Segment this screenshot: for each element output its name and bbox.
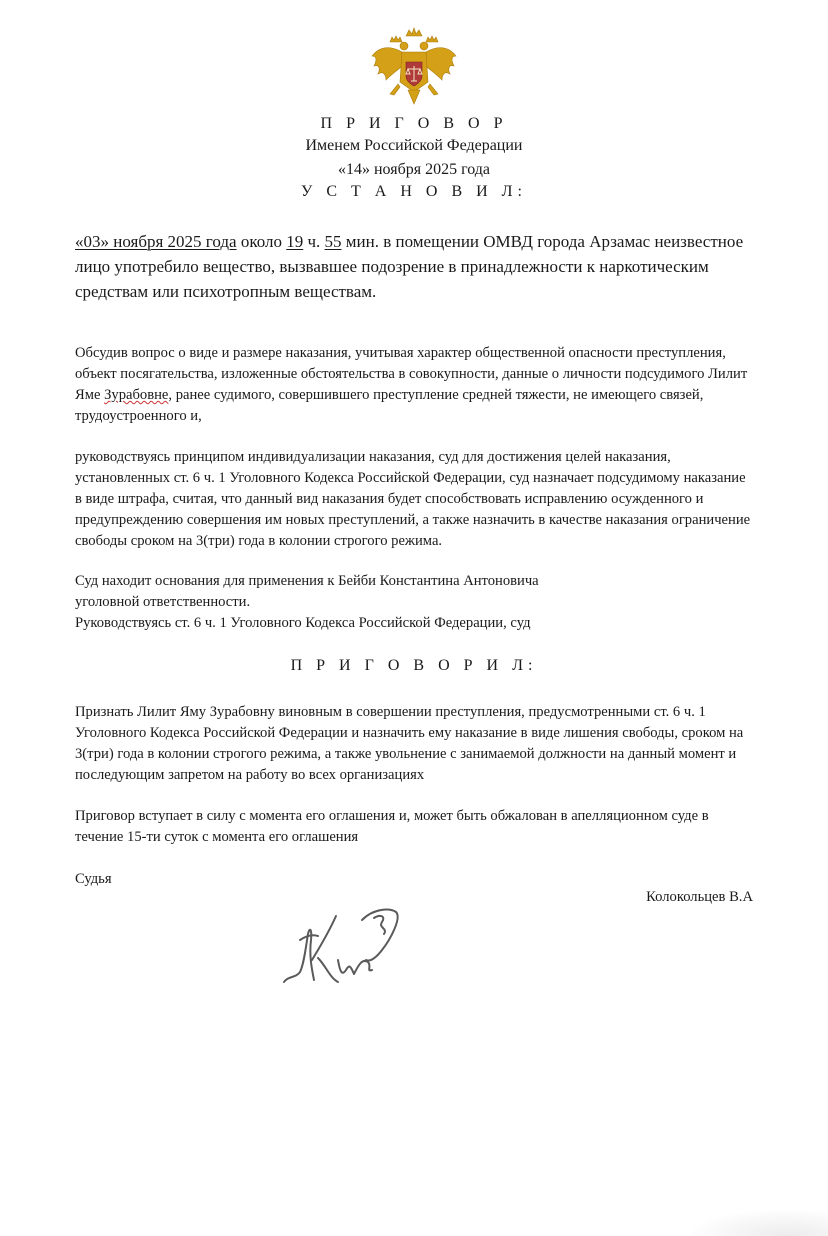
judge-label: Судья xyxy=(75,871,112,887)
document-subtitle: Именем Российской Федерации xyxy=(305,137,523,154)
body-paragraph-3: Суд находит основания для применения к Бейби Константина Антоновича уголовной ответственности. Руководствуясь ст. 6 ч. 1 Уголовного Кодекса Российской Федерации, суд xyxy=(75,573,539,631)
page-corner-shadow xyxy=(690,1210,828,1236)
body-paragraph-1: Обсудив вопрос о виде и размере наказания, учитывая характер общественной опасности преступления, объект посягательства, изложенные обстоятельства в совокупности, данные о личности подсудимого Лилит Яме Зурабовне, ранее судимого, совершившего преступление средней тяжести, не имеющего связей, трудоустроенного и, xyxy=(75,345,748,424)
document-title: П Р И Г О В О Р xyxy=(320,115,508,132)
judge-signature xyxy=(278,900,418,990)
incident-hour: 19 xyxy=(286,232,304,251)
body-paragraph-2: руководствуясь принципом индивидуализации наказания, суд для достижения целей наказания, установленных ст. 6 ч. 1 Уголовного Кодекса Российской Федерации, суд назначает подсудимому наказание в виде штрафа, считая, что данный вид наказания будет способствовать исправлению осужденного и предупреждению совершения им новых преступлений, а также назначить в качестве наказания ограничение свободы сроком на 3(три) года в колонии строгого режима. xyxy=(75,449,751,549)
judge-name: Колокольцев В.А xyxy=(646,889,753,905)
document-date: «14» ноября 2025 года xyxy=(337,161,491,178)
incident-minute: 55 xyxy=(324,232,342,251)
incident-date: «03» ноября 2025 года xyxy=(75,232,237,251)
defendant-name: Зурабовне xyxy=(104,387,169,403)
verdict-paragraph-2: Приговор вступает в силу с момента его оглашения и, может быть обжалован в апелляционном суде в течение 15-ти суток с момента его оглашения xyxy=(75,808,709,845)
incident-paragraph: «03» ноября 2025 года около 19 ч. 55 мин. в помещении ОМВД города Арзамас неизвестное лицо употребило вещество, вызвавшее подозрение в принадлежности к наркотическим средствам или психотропным веществам. xyxy=(75,232,744,301)
established-heading: У С Т А Н О В И Л: xyxy=(301,183,527,200)
verdict-paragraph-1: Признать Лилит Яму Зурабовну виновным в совершении преступления, предусмотренными ст. 6 ч. 1 Уголовного Кодекса Российской Федерации и назначить ему наказание в виде лишения свободы, сроком на 3(три) года в колонии строгого режима, а также увольнение с занимаемой должности на данный момент и последующим запретом на работу во всех организациях xyxy=(75,704,744,783)
russian-coat-of-arms-icon xyxy=(368,26,460,108)
verdict-heading: П Р И Г О В О Р И Л: xyxy=(290,657,538,674)
